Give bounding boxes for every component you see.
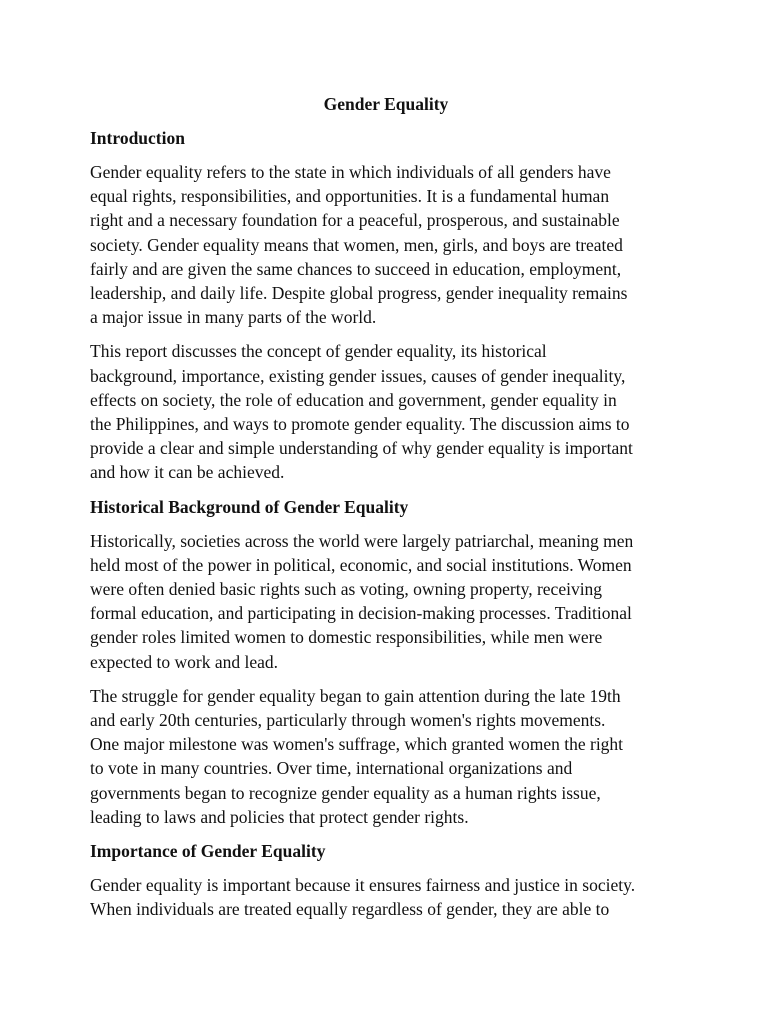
section-heading: Historical Background of Gender Equality: [90, 496, 409, 517]
text-line: formal education, and participating in decision-making processes. Traditional: [90, 603, 632, 624]
text-line: a major issue in many parts of the world.: [90, 307, 377, 328]
text-line: equal rights, responsibilities, and opportunities. It is a fundamental human: [90, 186, 610, 207]
section-introduction: [90, 126, 682, 485]
text-line: When individuals are treated equally regardless of gender, they are able to: [90, 899, 610, 920]
text-line: Historically, societies across the world were largely patriarchal, meaning men: [90, 530, 634, 551]
paragraph: [90, 529, 682, 674]
text-line: to vote in many countries. Over time, international organizations and: [90, 758, 573, 779]
text-line: provide a clear and simple understanding of why gender equality is important: [90, 438, 633, 459]
document-title: Gender Equality: [323, 94, 449, 114]
text-line: right and a necessary foundation for a peaceful, prosperous, and sustainable: [90, 210, 620, 231]
paragraph: [90, 684, 682, 829]
section-heading: Importance of Gender Equality: [90, 841, 326, 862]
text-line: and early 20th centuries, particularly through women's rights movements.: [90, 710, 606, 731]
text-line: gender roles limited women to domestic responsibilities, while men were: [90, 627, 603, 648]
section-importance: [90, 839, 682, 921]
text-line: governments began to recognize gender equality as a human rights issue,: [90, 782, 601, 803]
text-line: society. Gender equality means that women, men, girls, and boys are treated: [90, 234, 623, 255]
text-line: Gender equality is important because it ensures fairness and justice in society.: [90, 875, 636, 896]
section-heading: Introduction: [90, 128, 185, 148]
document-page: [90, 92, 682, 931]
text-line: background, importance, existing gender issues, causes of gender inequality,: [90, 365, 626, 386]
text-line: The struggle for gender equality began to gain attention during the late 19th: [90, 685, 621, 706]
text-line: were often denied basic rights such as voting, owning property, receiving: [90, 579, 603, 600]
text-line: expected to work and lead.: [90, 651, 279, 672]
text-line: held most of the power in political, economic, and social institutions. Women: [90, 554, 632, 575]
paragraph: [90, 160, 682, 329]
text-line: effects on society, the role of education and government, gender equality in: [90, 389, 617, 410]
text-line: and how it can be achieved.: [90, 462, 285, 483]
section-historical-background: [90, 495, 682, 829]
paragraph: [90, 873, 682, 921]
text-line: fairly and are given the same chances to succeed in education, employment,: [90, 258, 622, 279]
text-line: This report discusses the concept of gender equality, its historical: [90, 341, 547, 362]
paragraph: [90, 339, 682, 484]
text-line: leadership, and daily life. Despite global progress, gender inequality remains: [90, 283, 628, 304]
text-line: Gender equality refers to the state in which individuals of all genders have: [90, 162, 611, 182]
text-line: leading to laws and policies that protect gender rights.: [90, 806, 469, 827]
text-line: One major milestone was women's suffrage, which granted women the right: [90, 734, 624, 755]
text-line: the Philippines, and ways to promote gender equality. The discussion aims to: [90, 414, 630, 435]
